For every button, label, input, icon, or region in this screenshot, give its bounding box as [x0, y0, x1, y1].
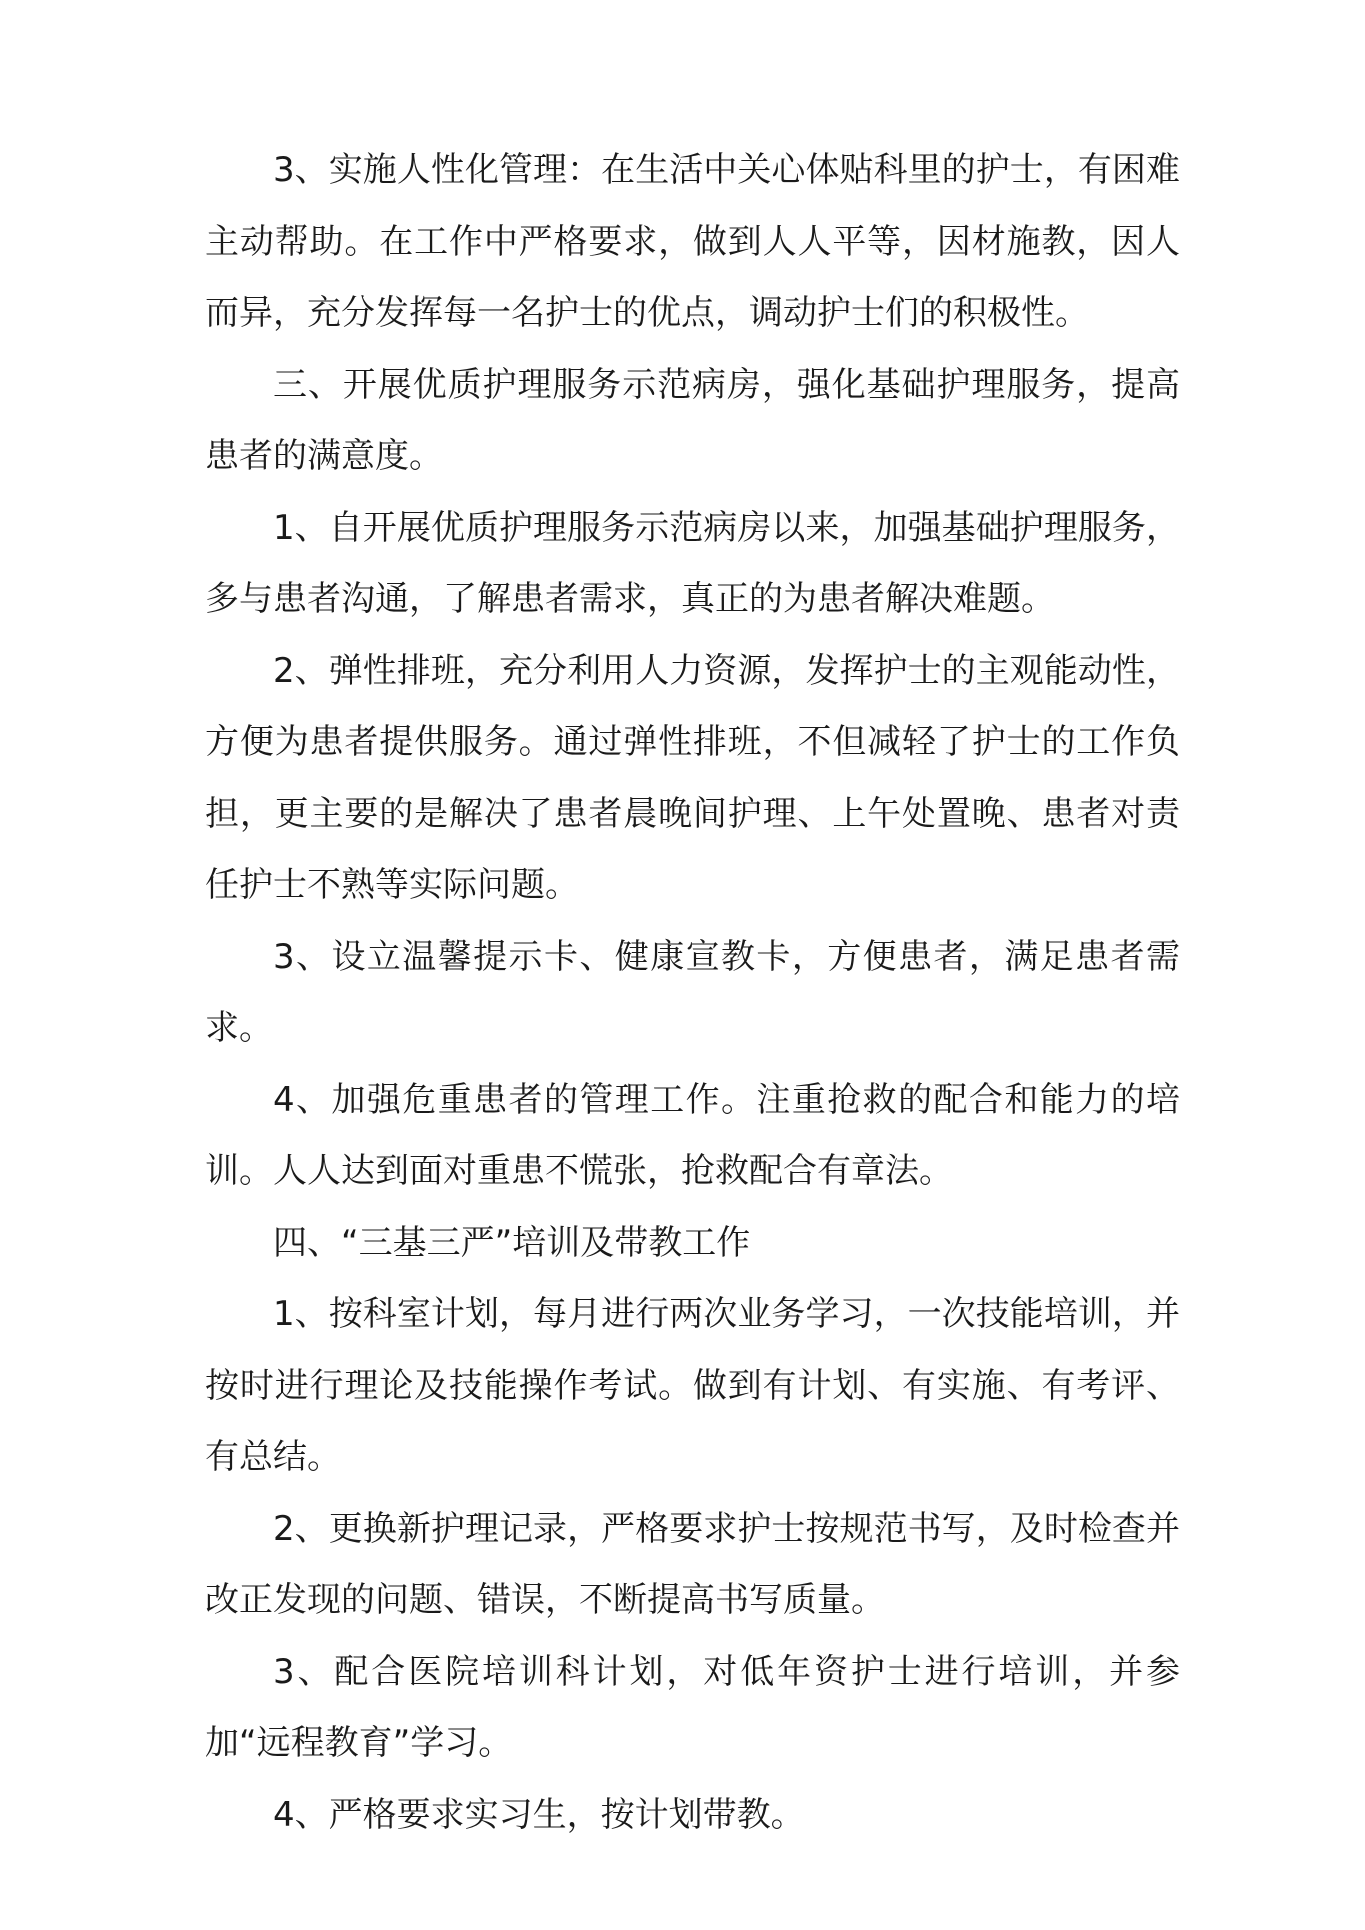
section-heading-training: 四、“三基三严”培训及带教工作	[273, 1222, 751, 1263]
paragraph-nurse-humanized-management: 3、实施人性化管理：在生活中关心体贴科里的护士，有困难主动帮助。在工作中严格要求，做到人人平等，因材施教，因人而异，充分发挥每一名护士的优点，调动护士们的积极性。	[205, 150, 1180, 333]
paragraph-department-study-plan: 1、按科室计划，每月进行两次业务学习，一次技能培训，并按时进行理论及技能操作考试。做到有计划、有实施、有考评、有总结。	[205, 1294, 1180, 1477]
paragraph-junior-nurse-training: 3、配合医院培训科计划，对低年资护士进行培训，并参加“远程教育”学习。	[205, 1651, 1180, 1763]
document-body	[205, 135, 1180, 1851]
paragraph-critical-patient-management: 4、加强危重患者的管理工作。注重抢救的配合和能力的培训。人人达到面对重患不慌张，抢救配合有章法。	[205, 1079, 1180, 1191]
paragraph-nursing-records: 2、更换新护理记录，严格要求护士按规范书写，及时检查并改正发现的问题、错误，不断提高书写质量。	[205, 1508, 1180, 1620]
section-heading-quality-care-ward: 三、开展优质护理服务示范病房，强化基础护理服务，提高患者的满意度。	[205, 364, 1180, 476]
paragraph-intern-teaching: 4、严格要求实习生，按计划带教。	[273, 1794, 805, 1835]
paragraph-reminder-cards: 3、设立温馨提示卡、健康宣教卡，方便患者，满足患者需求。	[205, 936, 1180, 1048]
paragraph-flexible-scheduling: 2、弹性排班，充分利用人力资源，发挥护士的主观能动性，方便为患者提供服务。通过弹性排班，不但减轻了护士的工作负担，更主要的是解决了患者晨晚间护理、上午处置晚、患者对责任护士不熟等实际问题。	[205, 650, 1180, 905]
paragraph-basic-care-service: 1、自开展优质护理服务示范病房以来，加强基础护理服务，多与患者沟通，了解患者需求，真正的为患者解决难题。	[205, 507, 1180, 619]
